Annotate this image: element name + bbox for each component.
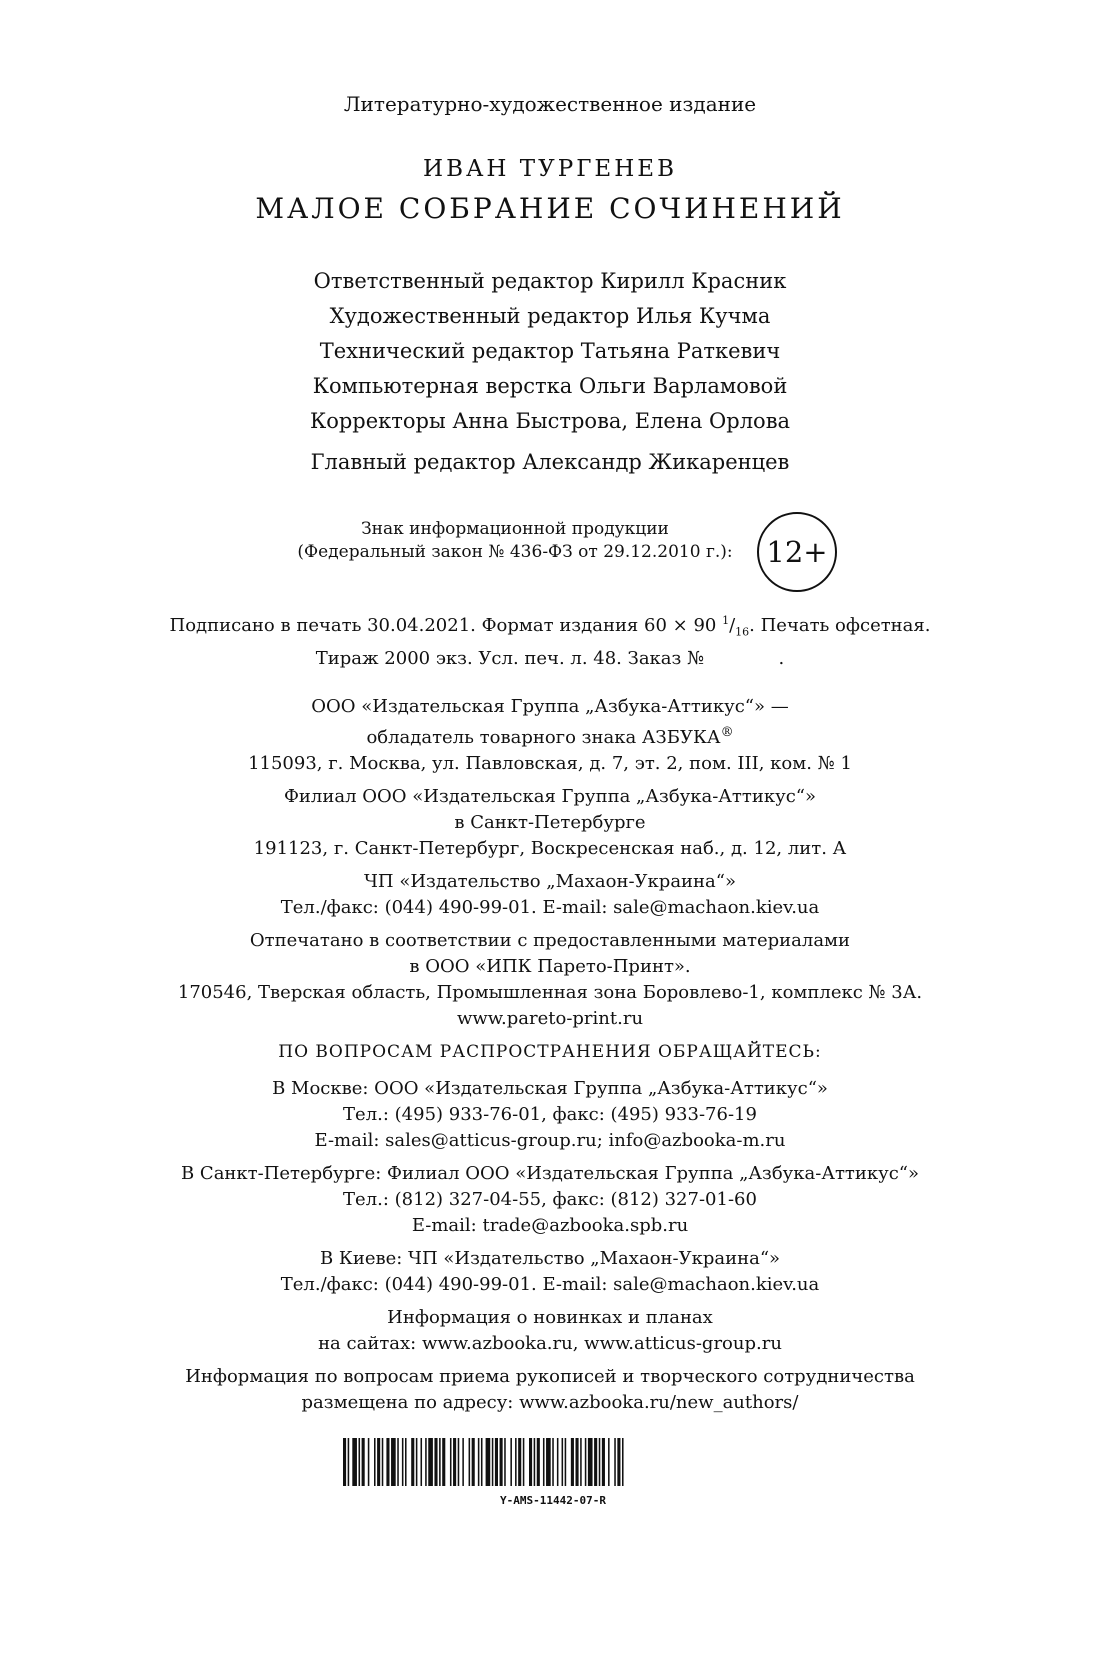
barcode-bar [377,1438,380,1486]
address-line: 170546, Тверская область, Промышленная зона Боровлево-1, комплекс № 3А. [177,982,923,1003]
barcode-bar [469,1438,471,1486]
barcode-bar [458,1438,460,1486]
barcode-bar [442,1438,445,1486]
age-rating-line: Знак информационной продукции [361,519,669,539]
contact-line: Тел.: (495) 933-76-01, факс: (495) 933-76-19 [343,1104,757,1125]
contact-line: Тел.: (812) 327-04-55, факс: (812) 327-01-60 [343,1189,757,1210]
distribution-moscow [0,1076,1100,1154]
barcode-bar [359,1438,361,1486]
barcode-bar [362,1438,365,1486]
barcode-bar [518,1438,521,1486]
age-rating-badge: 12+ [757,512,837,592]
barcode-bar [565,1438,567,1486]
barcode-bar [405,1438,407,1486]
barcode-bar [543,1438,545,1486]
address-line: 191123, г. Санкт-Петербург, Воскресенская наб., д. 12, лит. А [253,838,847,859]
barcode-bar [402,1438,404,1486]
barcode-bar [617,1438,620,1486]
barcode-bar [411,1438,414,1486]
barcode-bar [462,1438,464,1486]
address-line: В Санкт-Петербурге: Филиал ООО «Издательская Группа „Азбука-Аттикус“» [180,1163,920,1184]
barcode-bar [580,1438,582,1486]
barcode-bar [515,1438,517,1486]
format-fraction-denominator: 16 [735,625,750,639]
barcode-bar [382,1438,384,1486]
barcode-bar [450,1438,452,1486]
barcode-bar [504,1438,506,1486]
barcode-bar [348,1438,350,1486]
barcode-bar [557,1438,559,1486]
trademark-text: обладатель товарного знака АЗБУКА [366,727,721,748]
barcode-bar [368,1438,370,1486]
publisher-azbuka [0,694,1100,777]
editorial-staff [0,264,1100,480]
address-line: ООО «Издательская Группа „Азбука-Аттикус“» — [311,696,789,717]
barcode-bar [421,1438,423,1486]
age-rating-text [290,518,740,564]
barcode-bar [500,1438,503,1486]
barcode-bar [386,1438,389,1486]
barcode-bar [552,1438,554,1486]
address-line: ЧП «Издательство „Махаон-Украина“» [364,871,736,892]
distribution-heading: ПО ВОПРОСАМ РАСПРОСТРАНЕНИЯ ОБРАЩАЙТЕСЬ: [278,1042,822,1062]
contact-line: Тел./факс: (044) 490-99-01. E-mail: sale@machaon.kiev.ua [280,897,820,918]
address-line: Отпечатано в соответствии с предоставленными материалами [249,930,851,951]
barcode-label: Y-AMS-11442-07-R [500,1494,606,1507]
barcode-bar [534,1438,536,1486]
print-run-line: Тираж 2000 экз. Усл. печ. л. 48. Заказ № . [315,647,785,669]
barcode-bar [588,1438,593,1486]
barcode-bar [562,1438,564,1486]
contact-line: E-mail: trade@azbooka.spb.ru [411,1215,689,1236]
staff-line: Ответственный редактор Кирилл Красник [313,269,787,293]
author-name: ИВАН ТУРГЕНЕВ [423,156,677,182]
info-line: Информация о новинках и планах [387,1307,713,1328]
staff-line: Корректоры Анна Быстрова, Елена Орлова [309,409,791,433]
barcode-bar [374,1438,376,1486]
barcode-bar [529,1438,532,1486]
print-details [0,608,1100,672]
barcode-bar [614,1438,616,1486]
barcode-bar [571,1438,574,1486]
barcode-bar [486,1438,491,1486]
barcode-bar [481,1438,483,1486]
staff-line: Технический редактор Татьяна Раткевич [319,339,781,363]
manuscripts-info [0,1364,1100,1416]
distribution-spb [0,1161,1100,1239]
contact-line: Тел./факс: (044) 490-99-01. E-mail: sale@machaon.kiev.ua [280,1274,820,1295]
barcode-bar [599,1438,601,1486]
format-fraction-numerator: 1 [722,614,730,627]
barcode [343,1438,763,1486]
barcode-bar [602,1438,605,1486]
barcode-bar [397,1438,399,1486]
address-line: В Киеве: ЧП «Издательство „Махаон-Украина“» [319,1248,781,1269]
address-line: Филиал ООО «Издательская Группа „Азбука-Аттикус“» [283,786,816,807]
print-signed-text: Подписано в печать 30.04.2021. Формат издания 60 × 90 [169,615,723,636]
barcode-bar [478,1438,480,1486]
barcode-bar [352,1438,357,1486]
chief-editor: Главный редактор Александр Жикаренцев [310,450,790,474]
age-rating-law: (Федеральный закон № 436-ФЗ от 29.12.2010 г.): [297,542,733,562]
barcode-bar [428,1438,433,1486]
barcode-bar [425,1438,427,1486]
barcode-bar [453,1438,456,1486]
barcode-bar [492,1438,494,1486]
barcode-bar [585,1438,587,1486]
info-line: на сайтах: www.azbooka.ru, www.atticus-group.ru [318,1333,782,1354]
printer-info [0,928,1100,1032]
barcode-bar [622,1438,624,1486]
barcode-bar [434,1438,437,1486]
address-line: в Санкт-Петербурге [454,812,646,833]
barcode-bar [576,1438,579,1486]
info-line: Информация по вопросам приема рукописей и творческого сотрудничества [185,1366,915,1387]
distribution-kiev [0,1246,1100,1298]
barcode-bar [523,1438,525,1486]
genre-line: Литературно-художественное издание [343,92,757,116]
barcode-bar [537,1438,540,1486]
info-line: размещена по адресу: www.azbooka.ru/new_authors/ [301,1392,799,1413]
contact-line: E-mail: sales@atticus-group.ru; info@azbooka-m.ru [314,1130,786,1151]
address-line: в ООО «ИПК Парето-Принт». [409,956,691,977]
barcode-bar [343,1438,346,1486]
barcode-bar [594,1438,597,1486]
barcode-bar [416,1438,418,1486]
news-info [0,1305,1100,1357]
address-line: 115093, г. Москва, ул. Павловская, д. 7, эт. 2, пом. III, ком. № 1 [248,753,852,774]
barcode-bar [510,1438,512,1486]
distribution-info [0,1076,1100,1423]
print-method-text: . Печать офсетная. [749,615,931,636]
barcode-bar [472,1438,475,1486]
print-format-line: Подписано в печать 30.04.2021. Формат издания 60 × 90 $^1/_{16}$. Печать офсетная. [169,614,931,639]
book-title: МАЛОЕ СОБРАНИЕ СОЧИНЕНИЙ [255,192,845,225]
trademark-line [0,720,1100,751]
barcode-bar [439,1438,441,1486]
barcode-bar [495,1438,498,1486]
publisher-spb-branch [0,784,1100,862]
publisher-info [0,694,1100,1039]
registered-mark: ® [720,725,734,740]
website-line: www.pareto-print.ru [456,1008,644,1029]
barcode-bar [608,1438,610,1486]
barcode-bar [391,1438,396,1486]
address-line: В Москве: ООО «Издательская Группа „Азбука-Аттикус“» [272,1078,828,1099]
barcode-bar [546,1438,551,1486]
staff-line: Компьютерная верстка Ольги Варламовой [312,374,788,398]
publisher-kiev [0,869,1100,921]
staff-line: Художественный редактор Илья Кучма [329,304,771,328]
